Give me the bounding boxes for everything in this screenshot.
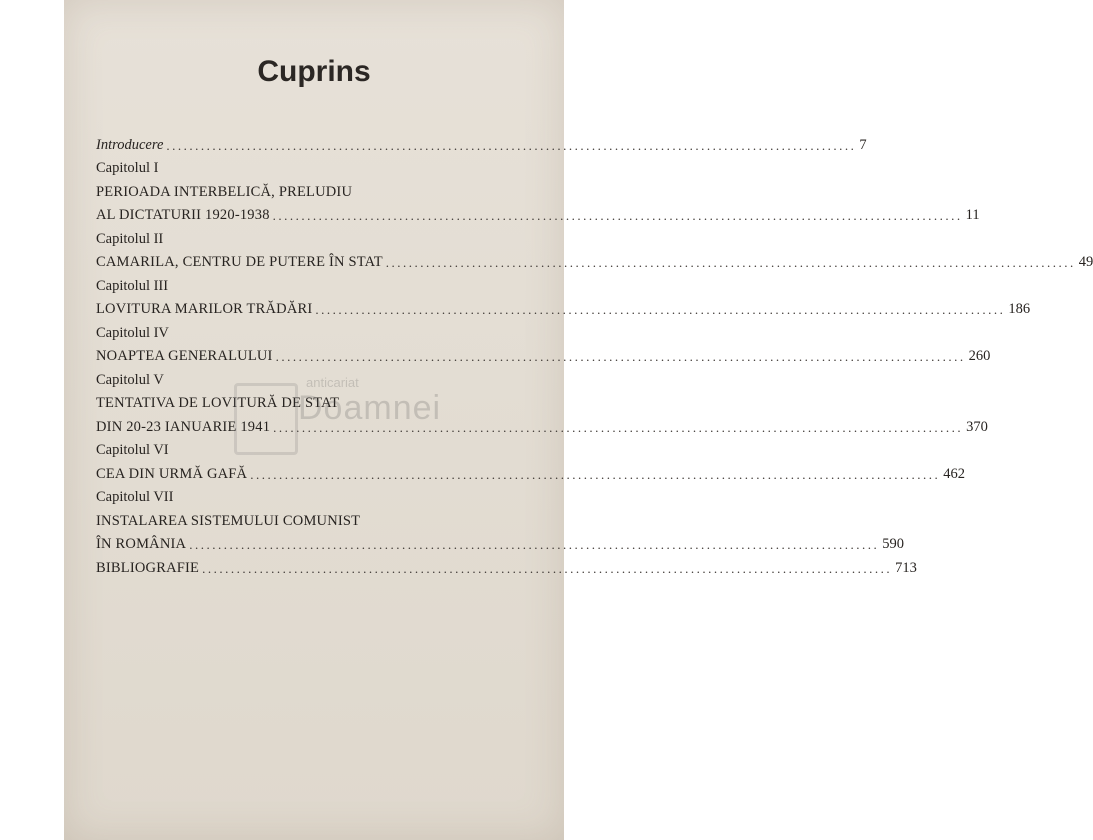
toc-entry-label: Capitolul II [96,230,164,247]
toc-entry-label: LOVITURA MARILOR TRĂDĂRI [96,301,313,317]
toc-entry-label: Introducere [96,136,164,153]
toc-entry-label: NOAPTEA GENERALULUI [96,348,273,364]
toc-entry-page: 462 [943,465,965,482]
toc-entry-label: Capitolul V [96,371,164,388]
toc-entry-page: 186 [1008,301,1031,317]
toc-entry-page: 260 [968,348,991,364]
toc-entry [96,459,965,483]
toc-leader-dots: ........................................................................................................................ [272,208,963,223]
watermark-small-text: anticariat [306,375,359,390]
toc-leader-dots: ........................................................................................................................ [189,537,880,552]
toc-entry [96,342,991,366]
toc-entry-label: CEA DIN URMĂ GAFĂ [96,465,248,482]
toc-entry-label: DIN 20-23 IANUARIE 1941 [96,418,271,435]
toc-entry-label: Capitolul I [96,160,159,176]
toc-leader-dots: ........................................................................................................................ [315,302,1006,317]
toc-entry-label: Capitolul VI [96,442,169,458]
toc-entry [96,365,506,389]
toc-entry [96,177,506,201]
toc-entry [96,248,1093,272]
table-of-contents [96,130,1093,577]
toc-entry-page: 7 [859,136,867,153]
toc-entry-page: 49 [1078,254,1093,270]
toc-entry-label: BIBLIOGRAFIE [96,559,200,576]
page-title: Cuprins [257,55,371,88]
toc-entry [96,130,867,154]
toc-entry [96,271,506,295]
toc-entry-label: TENTATIVA DE LOVITURĂ DE STAT [96,395,340,411]
toc-entry-page: 11 [965,207,980,223]
toc-entry [96,506,506,530]
toc-entry-label: PERIOADA INTERBELICĂ, PRELUDIU [96,183,353,200]
toc-entry [96,295,1031,319]
toc-entry-label: AL DICTATURII 1920-1938 [96,207,270,223]
toc-entry [96,389,506,413]
toc-entry-label: ÎN ROMÂNIA [96,536,187,552]
toc-entry [96,436,506,460]
toc-entry [96,154,506,178]
toc-entry-page: 370 [966,418,988,435]
toc-entry [96,201,980,225]
toc-leader-dots: ........................................................................................................................ [202,560,893,576]
toc-entry [96,412,988,436]
toc-entry [96,224,506,248]
toc-leader-dots: ........................................................................................................................ [250,466,941,482]
toc-entry-label: Capitolul VII [96,489,174,505]
toc-entry [96,483,506,507]
book-page [64,0,1093,840]
toc-leader-dots: ........................................................................................................................ [385,255,1076,270]
toc-entry-label: Capitolul III [96,277,169,294]
toc-entry-label: INSTALAREA SISTEMULUI COMUNIST [96,512,361,529]
toc-leader-dots: ........................................................................................................................ [273,419,964,435]
toc-entry-label: CAMARILA, CENTRU DE PUTERE ÎN STAT [96,254,383,270]
toc-leader-dots: ........................................................................................................................ [275,349,966,364]
toc-entry-label: Capitolul IV [96,324,169,341]
toc-leader-dots: ........................................................................................................................ [166,137,857,153]
toc-entry-page: 713 [895,559,917,576]
watermark-big-text: Doamnei [298,389,442,427]
toc-entry [96,553,917,577]
toc-entry [96,530,904,554]
toc-entry [96,318,506,342]
toc-entry-page: 590 [882,536,904,552]
